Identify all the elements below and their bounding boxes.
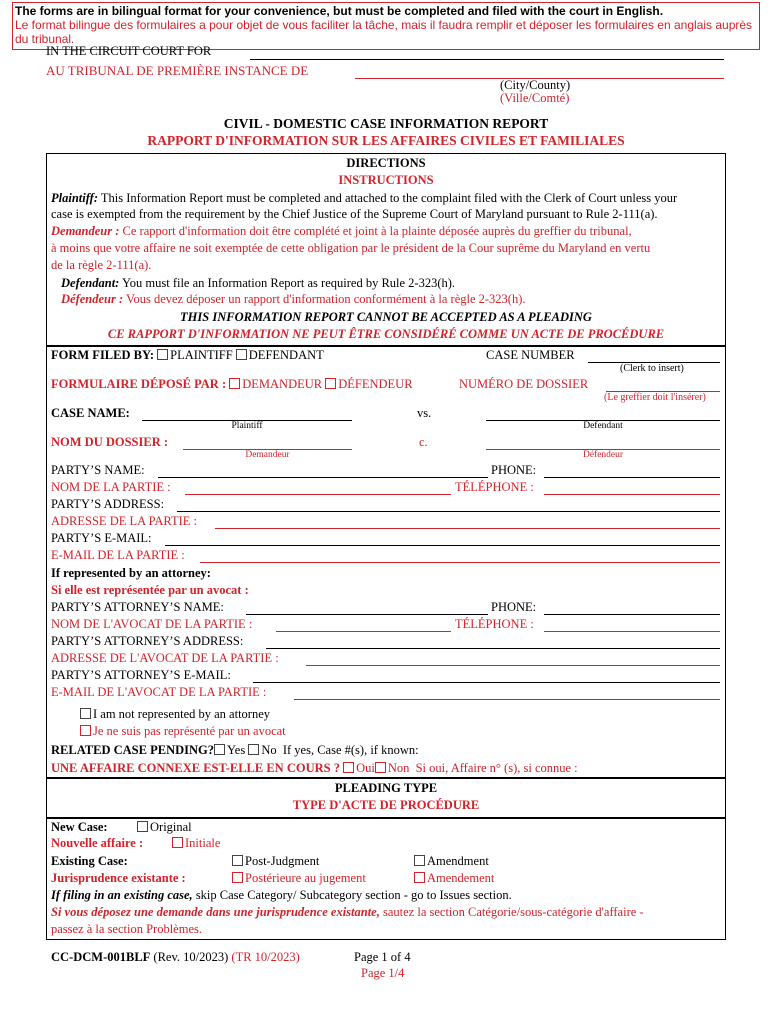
court-label-fr: AU TRIBUNAL DE PREMIÈRE INSTANCE DE [46, 63, 309, 78]
amendement-checkbox[interactable] [414, 872, 425, 883]
amendement-label: Amendement [427, 871, 495, 885]
posterieure-label: Postérieure au jugement [245, 871, 366, 885]
attorney-address-field[interactable] [266, 648, 720, 649]
affaire-non-checkbox[interactable] [375, 762, 386, 773]
bilingual-notice-banner [12, 2, 760, 50]
post-judgment-checkbox[interactable] [232, 855, 243, 866]
demandeur-caption: Demandeur [245, 450, 290, 460]
form-id: CC-DCM-001BLF [51, 950, 151, 964]
defendant-caption: Defendant [583, 421, 623, 431]
plaintiff-checkbox[interactable] [157, 349, 168, 360]
page-number-fr: Page 1/4 [361, 966, 405, 980]
related-case-row-fr [51, 761, 578, 776]
original-option [137, 820, 192, 835]
adresse-partie-label: ADRESSE DE LA PARTIE : [51, 514, 198, 528]
plaintiff-caption: Plaintiff [231, 421, 263, 431]
clerk-to-insert-caption: (Clerk to insert) [620, 363, 684, 374]
vs-label: vs. [417, 406, 432, 420]
new-case-label: New Case: [51, 820, 108, 834]
banner-text-en: The forms are in bilingual format for your convenience, but must be completed and filed with the court in English. [15, 4, 664, 18]
case-name-label: CASE NAME: [51, 406, 130, 420]
demandeur-direction-line2: à moins que votre affaire ne soit exemptée de cette obligation par le président de la Cour suprême du Maryland en vertu [51, 241, 651, 255]
demandeur-direction-line3: de la règle 2-111(a). [51, 258, 152, 272]
posterieure-checkbox[interactable] [232, 872, 243, 883]
adresse-avocat-field[interactable] [306, 665, 720, 666]
attorney-address-label: PARTY’S ATTORNEY’S ADDRESS: [51, 634, 244, 648]
initiale-option [172, 836, 220, 851]
related-case-numbers-label: If yes, Case #(s), if known: [282, 743, 419, 757]
greffier-caption: (Le greffier doit l'insérer) [604, 392, 706, 403]
c-label: c. [419, 435, 428, 449]
ville-comte-label: (Ville/Comté) [500, 91, 570, 105]
form-id-footer [51, 950, 300, 965]
not-represented-label: I am not represented by an attorney [93, 707, 271, 721]
related-yes-checkbox[interactable] [214, 744, 225, 755]
related-no-label: No [261, 743, 277, 757]
party-email-label: PARTY’S E-MAIL: [51, 531, 152, 545]
defendant-checkbox[interactable] [236, 349, 247, 360]
defendeur-caption: Défendeur [582, 450, 624, 460]
telephone-partie-label: TÉLÉPHONE : [455, 480, 534, 494]
nom-partie-field[interactable] [185, 494, 451, 495]
court-name-field[interactable] [250, 59, 724, 60]
defendeur-direction [61, 292, 526, 307]
nom-avocat-field[interactable] [276, 631, 451, 632]
case-number-label: CASE NUMBER [486, 348, 575, 362]
defendant-direction-text: You must file an Information Report as required by Rule 2-323(h). [119, 276, 456, 290]
telephone-partie-field[interactable] [544, 494, 720, 495]
initiale-label: Initiale [185, 836, 221, 850]
posterieure-option [232, 871, 366, 886]
email-partie-field[interactable] [200, 562, 720, 563]
party-address-label: PARTY’S ADDRESS: [51, 497, 165, 511]
attorney-email-label: PARTY’S ATTORNEY’S E-MAIL: [51, 668, 231, 682]
directions-heading: DIRECTIONS [346, 156, 426, 170]
form-title-fr: RAPPORT D'INFORMATION SUR LES AFFAIRES CIVILES ET FAMILIALES [147, 133, 625, 148]
not-represented-row-fr [80, 724, 286, 739]
attorney-name-field[interactable] [246, 614, 488, 615]
form-revision: (Rev. 10/2023) [150, 950, 232, 964]
defendeur-checkbox[interactable] [325, 378, 336, 389]
attorney-name-label: PARTY’S ATTORNEY’S NAME: [51, 600, 224, 614]
email-avocat-label: E-MAIL DE L'AVOCAT DE LA PARTIE : [51, 685, 267, 699]
attorney-phone-field[interactable] [544, 614, 720, 615]
original-checkbox[interactable] [137, 821, 148, 832]
form-filed-by-row-en [51, 348, 324, 363]
existing-case-note-fr-emphasis: Si vous déposez une demande dans une jurisprudence existante, [51, 905, 380, 919]
pleading-type-heading: PLEADING TYPE [334, 781, 438, 795]
numero-dossier-label: NUMÉRO DE DOSSIER [459, 377, 589, 391]
amendment-checkbox[interactable] [414, 855, 425, 866]
formulaire-depose-label: FORMULAIRE DÉPOSÉ PAR : [51, 377, 227, 391]
city-county-label: (City/County) [500, 78, 571, 92]
party-name-field[interactable] [158, 477, 488, 478]
related-no-checkbox[interactable] [248, 744, 259, 755]
existing-case-note-emphasis: If filing in an existing case, [51, 888, 193, 902]
attorney-email-field[interactable] [253, 682, 720, 683]
email-partie-label: E-MAIL DE LA PARTIE : [51, 548, 185, 562]
plaintiff-direction-line1 [51, 191, 677, 206]
existing-case-note-en [51, 888, 512, 903]
email-avocat-field[interactable] [294, 699, 720, 700]
attorney-heading-fr: Si elle est représentée par un avocat : [51, 583, 249, 597]
telephone-avocat-label: TÉLÉPHONE : [455, 617, 534, 631]
plaintiff-direction-label: Plaintiff: [51, 191, 98, 205]
demandeur-direction-line1 [51, 224, 632, 239]
affaire-connexe-label: UNE AFFAIRE CONNEXE EST-ELLE EN COURS ? [51, 761, 340, 775]
defendeur-option-label: DÉFENDEUR [338, 377, 413, 391]
demandeur-direction-text1: Ce rapport d'information doit être complété et joint à la plainte déposée auprès du greffier du tribunal, [119, 224, 632, 238]
adresse-avocat-label: ADRESSE DE L'AVOCAT DE LA PARTIE : [51, 651, 279, 665]
party-name-label: PARTY’S NAME: [51, 463, 145, 477]
related-yes-label: Yes [227, 743, 246, 757]
party-email-field[interactable] [165, 545, 720, 546]
pleading-warning-fr: CE RAPPORT D'INFORMATION NE PEUT ÊTRE CONSIDÉRÉ COMME UN ACTE DE PROCÉDURE [107, 327, 665, 341]
post-judgment-option [232, 854, 319, 869]
form-title-en: CIVIL - DOMESTIC CASE INFORMATION REPORT [223, 116, 549, 131]
demandeur-direction-label: Demandeur : [51, 224, 120, 238]
nom-avocat-label: NOM DE L'AVOCAT DE LA PARTIE : [51, 617, 253, 631]
party-phone-field[interactable] [544, 477, 720, 478]
pleading-warning-en: THIS INFORMATION REPORT CANNOT BE ACCEPTED AS A PLEADING [180, 310, 592, 324]
nom-partie-label: NOM DE LA PARTIE : [51, 480, 171, 494]
existing-case-note-fr-line2: passez à la section Problèmes. [51, 922, 202, 936]
form-translation-revision: (TR 10/2023) [231, 950, 300, 964]
existing-case-note-fr-text1: sautez la section Catégorie/sous-catégorie d'affaire - [379, 905, 644, 919]
banner-text-fr: Le format bilingue des formulaires a pour objet de vous faciliter la tâche, mais il faudra remplir et déposer les formulaires en anglais auprès du tribunal. [15, 18, 753, 46]
defendant-direction-label: Defendant: [61, 276, 120, 290]
form-filed-by-label: FORM FILED BY: [51, 348, 155, 362]
original-label: Original [150, 820, 192, 834]
attorney-heading-en: If represented by an attorney: [51, 566, 211, 580]
not-represented-checkbox[interactable] [80, 708, 91, 719]
party-address-field[interactable] [177, 511, 720, 512]
instructions-heading: INSTRUCTIONS [338, 173, 434, 187]
court-label-en: IN THE CIRCUIT COURT FOR [46, 44, 212, 58]
pas-represente-checkbox[interactable] [80, 725, 91, 736]
page-number-en: Page 1 of 4 [354, 950, 411, 964]
initiale-checkbox[interactable] [172, 837, 183, 848]
defendeur-direction-text: Vous devez déposer un rapport d'information conformément à la règle 2-323(h). [123, 292, 526, 306]
plaintiff-direction-text1: This Information Report must be completed and attached to the complaint filed with the Clerk of Court unless your [98, 191, 678, 205]
related-case-label: RELATED CASE PENDING? [51, 743, 214, 757]
nouvelle-affaire-label: Nouvelle affaire : [51, 836, 144, 850]
defendeur-direction-label: Défendeur : [61, 292, 124, 306]
affaire-non-label: Non [387, 761, 410, 775]
adresse-partie-field[interactable] [215, 528, 720, 529]
plaintiff-direction-line2: case is exempted from the requirement by the Chief Justice of the Supreme Court of Maryland pursuant to Rule 2-111(a). [51, 207, 658, 221]
defendant-option-label: DEFENDANT [248, 348, 324, 362]
pas-represente-label: Je ne suis pas représenté par un avocat [93, 724, 286, 738]
form-filed-by-row-fr [51, 377, 413, 392]
type-acte-heading: TYPE D'ACTE DE PROCÉDURE [292, 798, 480, 812]
demandeur-option-label: DEMANDEUR [242, 377, 323, 391]
affaire-oui-checkbox[interactable] [343, 762, 354, 773]
existing-case-label: Existing Case: [51, 854, 128, 868]
telephone-avocat-field[interactable] [544, 631, 720, 632]
demandeur-checkbox[interactable] [229, 378, 240, 389]
not-represented-row-en [80, 707, 270, 722]
affaire-numeros-label: Si oui, Affaire n° (s), si connue : [415, 761, 578, 775]
party-phone-label: PHONE: [491, 463, 537, 477]
amendment-label: Amendment [427, 854, 489, 868]
post-judgment-label: Post-Judgment [245, 854, 320, 868]
jurisprudence-existante-label: Jurisprudence existante : [51, 871, 186, 885]
plaintiff-option-label: PLAINTIFF [170, 348, 233, 362]
attorney-phone-label: PHONE: [491, 600, 537, 614]
defendant-direction [61, 276, 455, 291]
existing-case-note-fr [51, 905, 644, 920]
amendement-option [414, 871, 494, 886]
affaire-oui-label: Oui [356, 761, 375, 775]
related-case-row-en [51, 743, 419, 758]
existing-case-note-text: skip Case Category/ Subcategory section - go to Issues section. [192, 888, 512, 902]
amendment-option [414, 854, 489, 869]
nom-dossier-label: NOM DU DOSSIER : [51, 435, 169, 449]
